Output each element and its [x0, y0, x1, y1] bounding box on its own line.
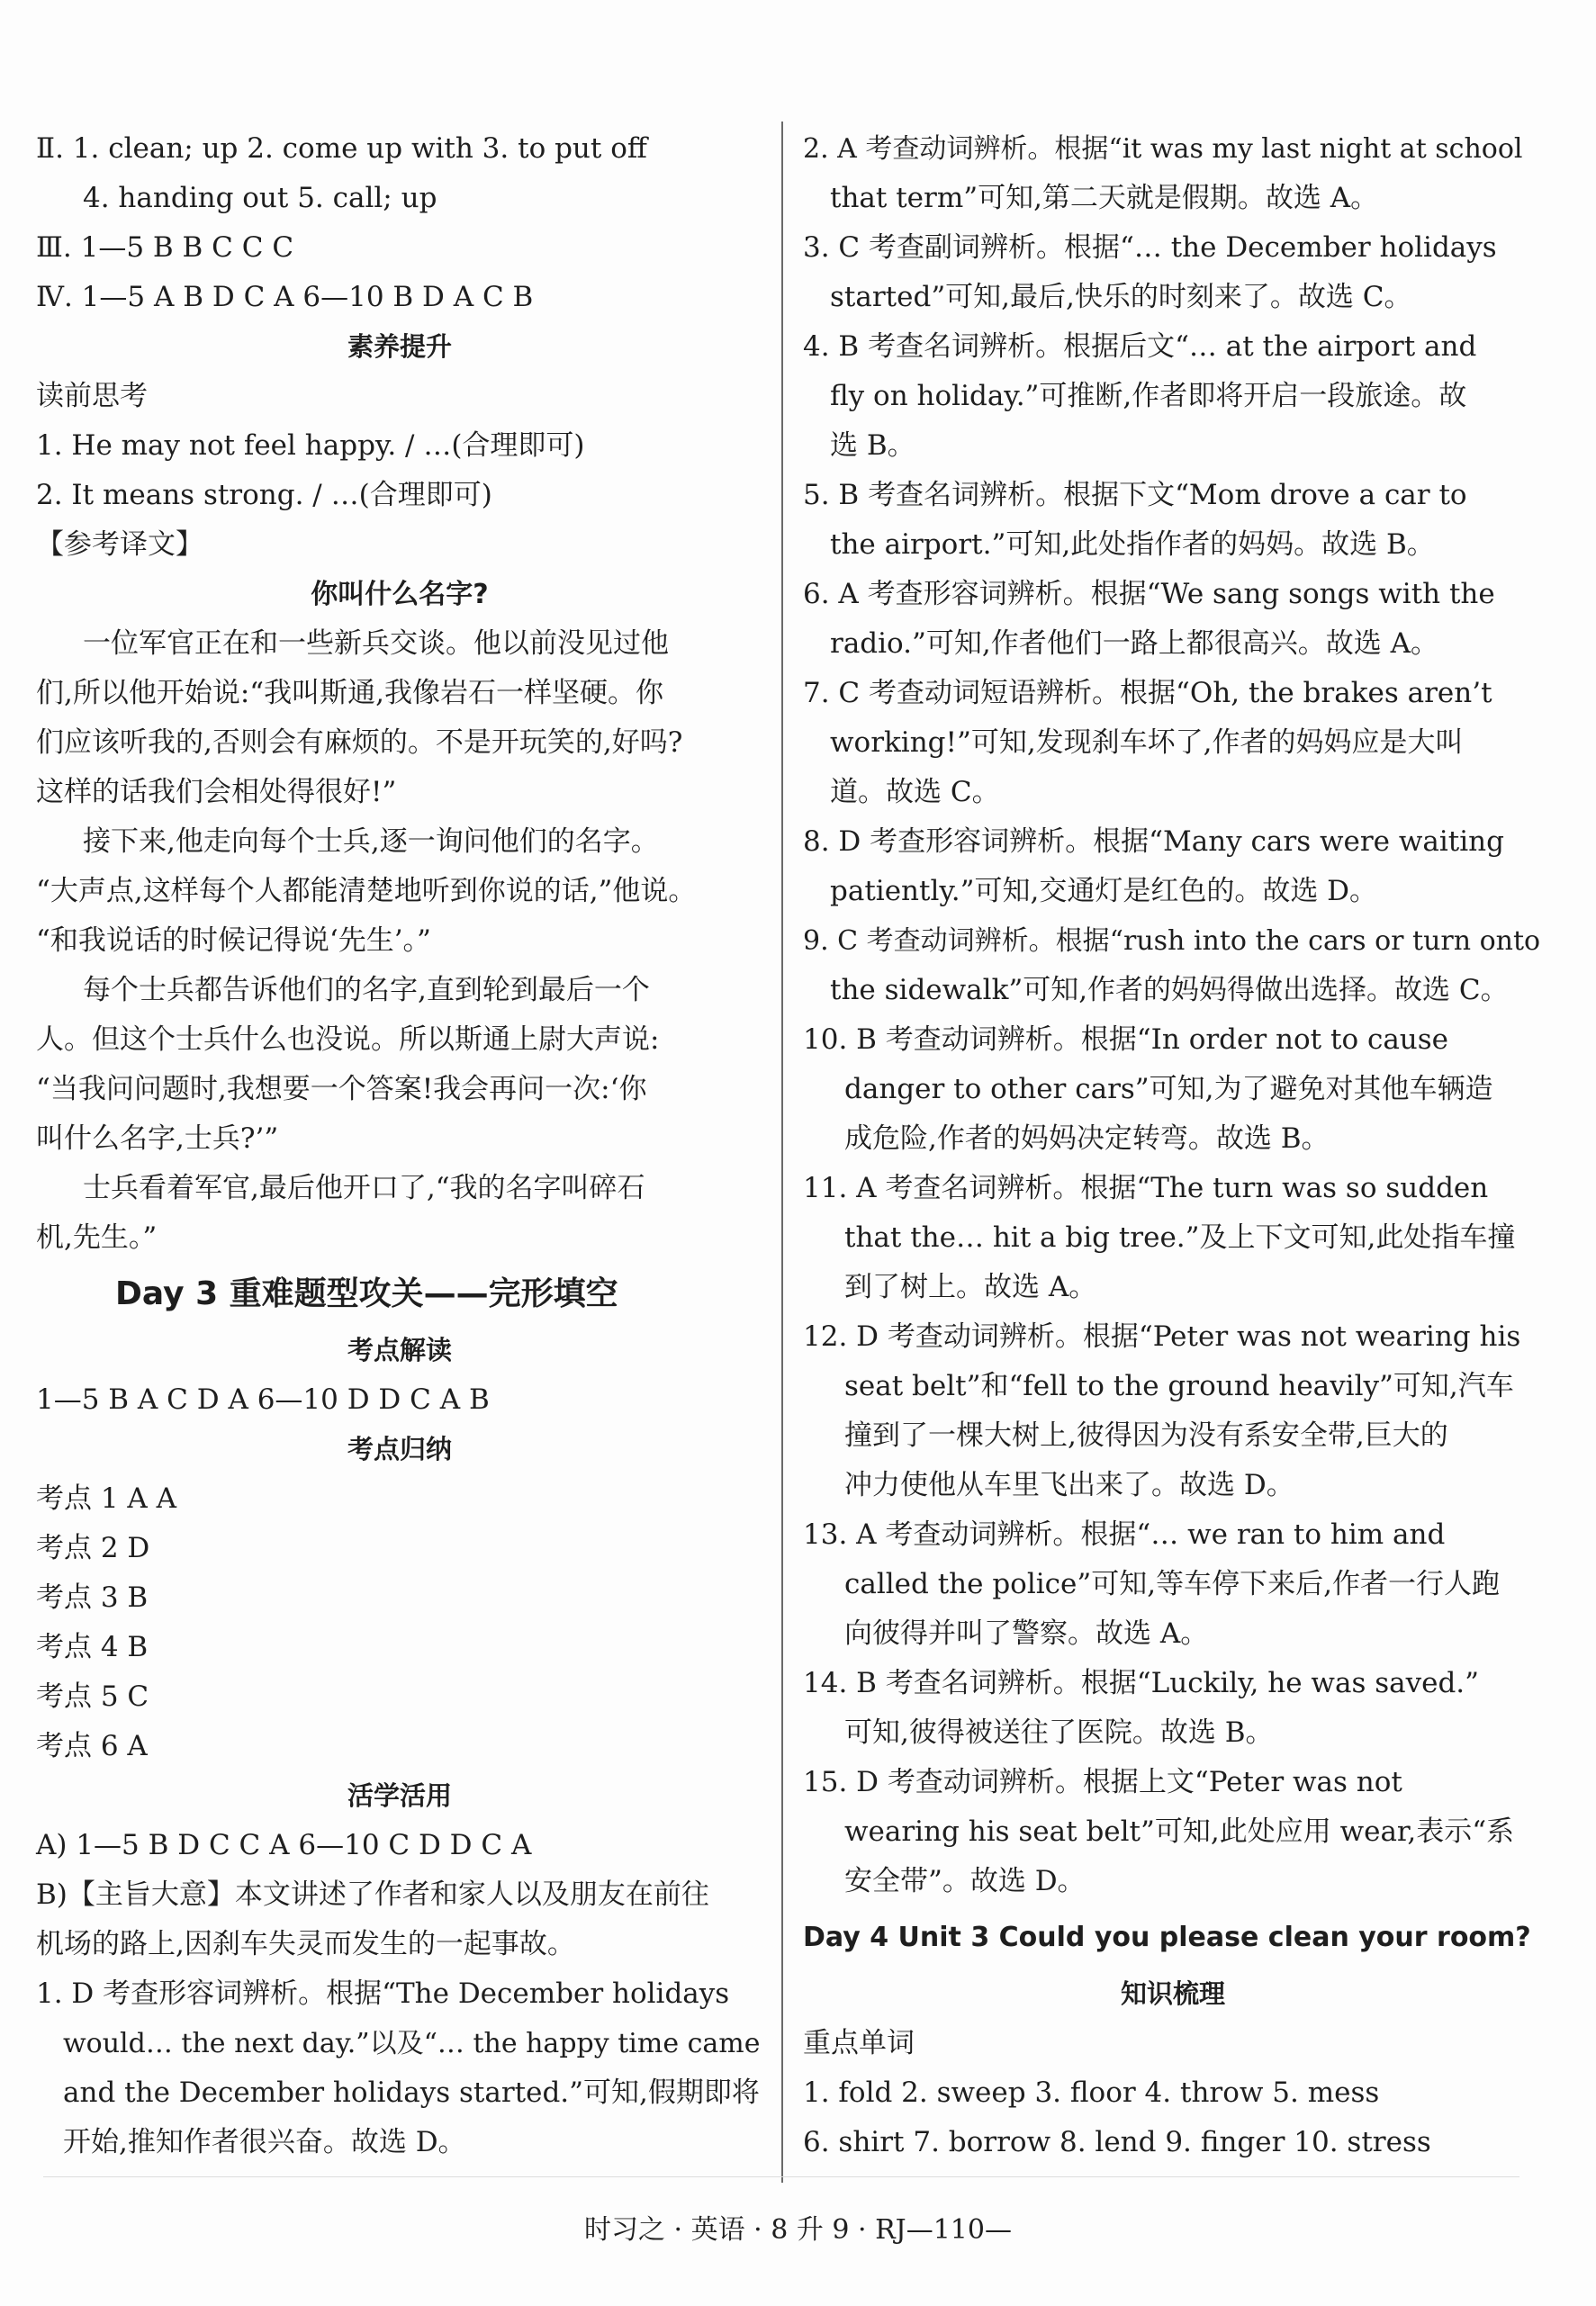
right-line: Day 4 Unit 3 Could you please clean your room? — [803, 1922, 1531, 1953]
right-line: 12. D 考查动词辨析。根据“Peter was not wearing his — [803, 1320, 1521, 1353]
left-line: B)【主旨大意】本文讲述了作者和家人以及朋友在前往 — [36, 1878, 709, 1911]
right-line: 冲力使他从车里飞出来了。故选 D。 — [844, 1469, 1294, 1501]
left-line: 考点解读 — [347, 1335, 452, 1365]
right-line: 到了树上。故选 A。 — [844, 1271, 1097, 1303]
right-line: patiently.”可知,交通灯是红色的。故选 D。 — [830, 875, 1378, 907]
left-line: 你叫什么名字? — [311, 579, 489, 610]
right-line: the airport.”可知,此处指作者的妈妈。故选 B。 — [830, 528, 1435, 561]
left-line: 考点 5 C — [36, 1680, 149, 1713]
left-line: would… the next day.”以及“… the happy time came — [63, 2028, 761, 2059]
left-line: 1—5 B A C D A 6—10 D D C A B — [36, 1383, 490, 1416]
right-line: 重点单词 — [803, 2027, 915, 2059]
left-line: 机,先生。” — [36, 1221, 158, 1254]
right-line: 15. D 考查动词辨析。根据上文“Peter was not — [803, 1766, 1402, 1798]
left-line: Ⅲ. 1—5 B B C C C — [36, 231, 294, 264]
right-line: 可知,彼得被送往了医院。故选 B。 — [844, 1716, 1274, 1749]
right-line: that term”可知,第二天就是假期。故选 A。 — [830, 182, 1379, 214]
right-line: 向彼得并叫了警察。故选 A。 — [844, 1617, 1209, 1650]
right-column — [803, 124, 1543, 2167]
left-line: 叫什么名字,士兵?’” — [36, 1122, 279, 1155]
right-line: seat belt”和“fell to the ground heavily”可知,汽车 — [844, 1370, 1514, 1402]
right-line: 3. C 考查副词辨析。根据“… the December holidays — [803, 231, 1497, 264]
left-column — [36, 124, 763, 2167]
left-line: 考点 3 B — [36, 1581, 149, 1614]
right-line: 5. B 考查名词辨析。根据下文“Mom drove a car to — [803, 479, 1467, 511]
right-line: 安全带”。故选 D。 — [844, 1865, 1086, 1897]
left-line: Ⅳ. 1—5 A B D C A 6—10 B D A C B — [36, 281, 534, 313]
left-line: 【参考译文】 — [36, 528, 203, 561]
left-line: Day 3 重难题型攻关——完形填空 — [115, 1275, 618, 1312]
right-line: started”可知,最后,快乐的时刻来了。故选 C。 — [830, 281, 1412, 313]
left-line: 读前思考 — [36, 380, 148, 412]
left-line: 每个士兵都告诉他们的名字,直到轮到最后一个 — [83, 974, 650, 1006]
right-line: 选 B。 — [830, 429, 915, 462]
left-line: 活学活用 — [347, 1780, 452, 1811]
right-line: 10. B 考查动词辨析。根据“In order not to cause — [803, 1023, 1449, 1056]
right-line: fly on holiday.”可推断,作者即将开启一段旅途。故 — [830, 380, 1467, 412]
left-line: 们应该听我的,否则会有麻烦的。不是开玩笑的,好吗? — [36, 726, 683, 759]
right-line: 11. A 考查名词辨析。根据“The turn was so sudden — [803, 1172, 1489, 1204]
column-divider — [781, 122, 783, 2183]
left-line: 接下来,他走向每个士兵,逐一询问他们的名字。 — [83, 825, 659, 858]
left-line: 4. handing out 5. call; up — [83, 182, 437, 214]
left-line: 考点 2 D — [36, 1532, 150, 1564]
right-line: 2. A 考查动词辨析。根据“it was my last night at school — [803, 133, 1523, 165]
left-line: 人。但这个士兵什么也没说。所以斯通上尉大声说: — [36, 1023, 660, 1056]
left-line: 素养提升 — [347, 331, 452, 362]
right-line: 13. A 考查动词辨析。根据“… we ran to him and — [803, 1518, 1446, 1551]
left-line: 1. He may not feel happy. / …(合理即可) — [36, 429, 585, 462]
left-line: 士兵看着军官,最后他开口了,“我的名字叫碎石 — [83, 1172, 645, 1204]
left-line: and the December holidays started.”可知,假期即将 — [63, 2076, 760, 2109]
left-line: Ⅱ. 1. clean; up 2. come up with 3. to put off — [36, 132, 647, 165]
right-line: 9. C 考查动词辨析。根据“rush into the cars or turn onto — [803, 925, 1541, 957]
right-line: called the police”可知,等车停下来后,作者一行人跑 — [844, 1568, 1500, 1600]
left-line: 1. D 考查形容词辨析。根据“The December holidays — [36, 1977, 730, 2010]
right-line: 6. shirt 7. borrow 8. lend 9. finger 10. stress — [803, 2126, 1431, 2158]
left-line: 开始,推知作者很兴奋。故选 D。 — [63, 2126, 466, 2158]
right-line: 知识梳理 — [1120, 1978, 1225, 2009]
left-line: 这样的话我们会相处得很好!” — [36, 776, 397, 808]
left-line: 2. It means strong. / …(合理即可) — [36, 479, 492, 511]
left-line: 考点 6 A — [36, 1730, 148, 1762]
right-line: wearing his seat belt”可知,此处应用 wear,表示“系 — [844, 1815, 1515, 1848]
left-line: “大声点,这样每个人都能清楚地听到你说的话,”他说。 — [36, 875, 697, 907]
right-line: 撞到了一棵大树上,彼得因为没有系安全带,巨大的 — [844, 1419, 1448, 1452]
right-line: 道。故选 C。 — [830, 776, 1000, 808]
right-line: that the… hit a big tree.”及上下文可知,此处指车撞 — [844, 1221, 1516, 1254]
right-line: the sidewalk”可知,作者的妈妈得做出选择。故选 C。 — [830, 974, 1509, 1006]
left-line: 们,所以他开始说:“我叫斯通,我像岩石一样坚硬。你 — [36, 677, 663, 709]
left-line: “和我说话的时候记得说‘先生’。” — [36, 924, 431, 957]
right-line: working!”可知,发现刹车坏了,作者的妈妈应是大叫 — [830, 726, 1464, 759]
right-line: 8. D 考查形容词辨析。根据“Many cars were waiting — [803, 825, 1504, 858]
right-line: 4. B 考查名词辨析。根据后文“… at the airport and — [803, 330, 1477, 363]
right-line: 成危险,作者的妈妈决定转弯。故选 B。 — [844, 1122, 1330, 1155]
right-line: radio.”可知,作者他们一路上都很高兴。故选 A。 — [830, 627, 1438, 660]
right-line: 1. fold 2. sweep 3. floor 4. throw 5. mess — [803, 2076, 1380, 2109]
right-line: 6. A 考查形容词辨析。根据“We sang songs with the — [803, 578, 1495, 610]
page-footer: 时习之 · 英语 · 8 升 9 · RJ—110— — [584, 2214, 1012, 2246]
right-line: 7. C 考查动词短语辨析。根据“Oh, the brakes aren’t — [803, 677, 1492, 709]
left-line: 考点归纳 — [347, 1434, 452, 1464]
footer-rule — [43, 2176, 1519, 2177]
right-line: 14. B 考查名词辨析。根据“Luckily, he was saved.” — [803, 1667, 1480, 1699]
left-line: “当我问问题时,我想要一个答案!我会再问一次:‘你 — [36, 1073, 647, 1105]
left-line: 一位军官正在和一些新兵交谈。他以前没见过他 — [83, 627, 669, 660]
left-line: 考点 1 A A — [36, 1482, 177, 1515]
left-line: 考点 4 B — [36, 1631, 149, 1663]
right-line: danger to other cars”可知,为了避免对其他车辆造 — [844, 1073, 1493, 1105]
left-line: 机场的路上,因刹车失灵而发生的一起事故。 — [36, 1928, 575, 1960]
left-line: A) 1—5 B D C C A 6—10 C D D C A — [36, 1829, 532, 1861]
